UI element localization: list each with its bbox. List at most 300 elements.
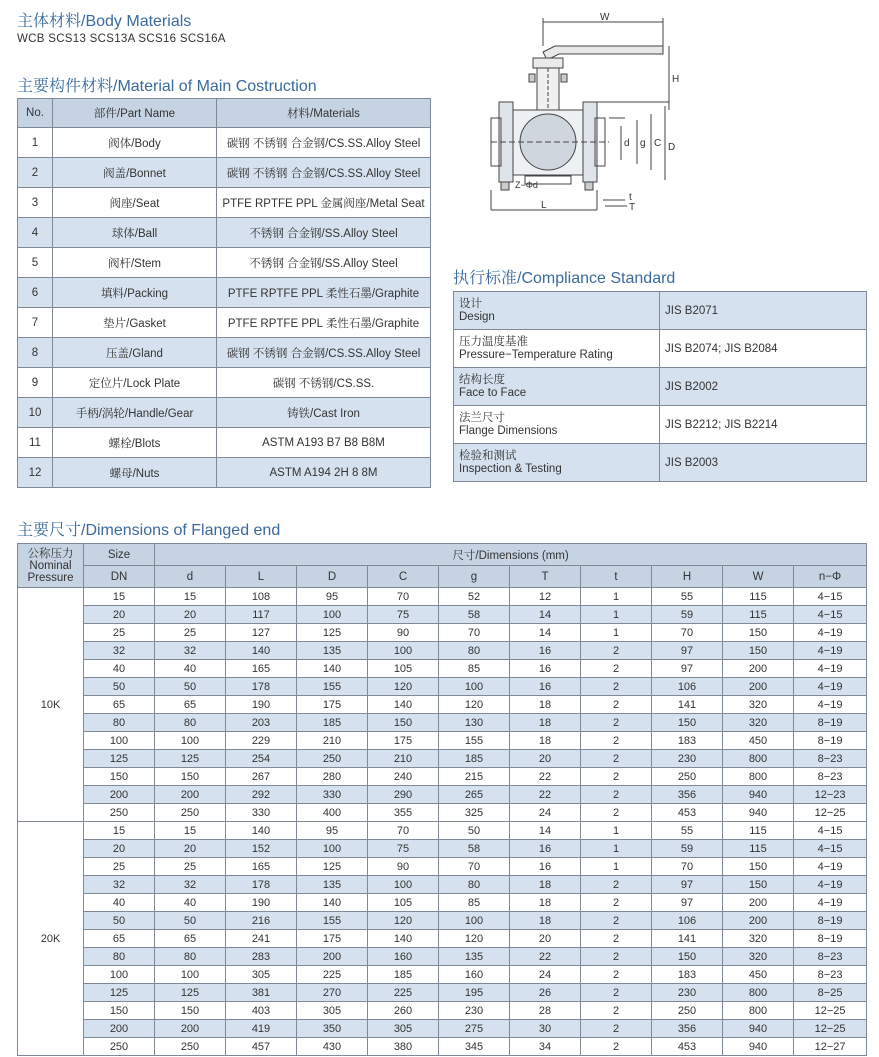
dims-cell: 2 [581, 660, 652, 678]
compliance-row [454, 406, 867, 444]
dims-cell: 97 [652, 642, 723, 660]
dims-cell: 85 [439, 660, 510, 678]
compliance-standard: JIS B2071 [660, 292, 867, 330]
dims-cell: 95 [297, 822, 368, 840]
compliance-item [454, 292, 660, 330]
dims-cell: 152 [226, 840, 297, 858]
dims-cell: 65 [155, 696, 226, 714]
dims-cell: 50 [84, 678, 155, 696]
dims-cell: 2 [581, 642, 652, 660]
dims-cell: 70 [368, 588, 439, 606]
dims-cell: 140 [226, 642, 297, 660]
dims-row [18, 678, 867, 696]
dims-cell: 160 [439, 966, 510, 984]
dims-column-header: n−Φ [794, 566, 867, 588]
dims-cell: 70 [439, 624, 510, 642]
dims-cell: 140 [368, 696, 439, 714]
dims-cell: 381 [226, 984, 297, 1002]
dims-cell: 141 [652, 930, 723, 948]
dims-cell: 4−19 [794, 642, 867, 660]
dims-cell: 380 [368, 1038, 439, 1056]
materials-cell: 12 [18, 458, 53, 488]
dims-cell: 4−15 [794, 840, 867, 858]
materials-cell: PTFE RPTFE PPL 金属阀座/Metal Seat [217, 188, 431, 218]
dims-cell: 18 [510, 732, 581, 750]
dims-cell: 20 [510, 930, 581, 948]
dims-row [18, 1038, 867, 1056]
dims-cell: 4−19 [794, 894, 867, 912]
dims-cell: 150 [84, 768, 155, 786]
dims-cell: 280 [297, 768, 368, 786]
dims-cell: 80 [84, 714, 155, 732]
compliance-row [454, 444, 867, 482]
dims-cell: 230 [652, 750, 723, 768]
dims-column-header: t [581, 566, 652, 588]
dims-cell: 20 [84, 606, 155, 624]
dims-cell: 150 [652, 948, 723, 966]
dims-cell: 330 [297, 786, 368, 804]
compliance-item [454, 330, 660, 368]
materials-row [18, 428, 431, 458]
dims-cell: 22 [510, 768, 581, 786]
dims-header: 尺寸/Dimensions (mm) [155, 544, 867, 566]
dims-cell: 155 [297, 912, 368, 930]
dims-cell: 4−19 [794, 858, 867, 876]
dims-cell: 18 [510, 876, 581, 894]
dims-cell: 8−19 [794, 732, 867, 750]
dims-cell: 16 [510, 840, 581, 858]
materials-cell: 8 [18, 338, 53, 368]
dims-row [18, 588, 867, 606]
drawing-label-diameter: D [668, 142, 676, 153]
materials-row [18, 458, 431, 488]
dims-cell: 250 [84, 1038, 155, 1056]
dims-cell: 200 [297, 948, 368, 966]
materials-cell: 2 [18, 158, 53, 188]
dims-cell: 940 [723, 804, 794, 822]
dims-cell: 305 [297, 1002, 368, 1020]
dims-cell: 24 [510, 966, 581, 984]
dims-cell: 16 [510, 660, 581, 678]
dims-row [18, 948, 867, 966]
dims-cell: 140 [297, 894, 368, 912]
dims-cell: 80 [84, 948, 155, 966]
dims-row [18, 768, 867, 786]
dims-cell: 135 [297, 642, 368, 660]
materials-cell: 碳钢 不锈钢 合金钢/CS.SS.Alloy Steel [217, 128, 431, 158]
dims-cell: 100 [368, 876, 439, 894]
dims-cell: 185 [297, 714, 368, 732]
materials-row [18, 218, 431, 248]
dims-cell: 58 [439, 606, 510, 624]
dims-cell: 70 [652, 858, 723, 876]
dims-cell: 100 [155, 732, 226, 750]
materials-table [17, 98, 431, 488]
materials-cell: PTFE RPTFE PPL 柔性石墨/Graphite [217, 278, 431, 308]
dims-cell: 165 [226, 660, 297, 678]
materials-header-1: 部件/Part Name [53, 99, 217, 128]
dims-cell: 200 [723, 894, 794, 912]
materials-cell: 6 [18, 278, 53, 308]
dims-cell: 106 [652, 912, 723, 930]
dims-cell: 50 [155, 912, 226, 930]
dims-cell: 8−23 [794, 750, 867, 768]
dims-cell: 150 [368, 714, 439, 732]
compliance-item-en: Flange Dimensions [459, 424, 558, 437]
dims-cell: 2 [581, 894, 652, 912]
drawing-label-h: H [672, 74, 680, 85]
pressure-header: 公称压力 Nominal Pressure [18, 544, 84, 588]
compliance-standard: JIS B2074; JIS B2084 [660, 330, 867, 368]
dims-cell: 200 [84, 1020, 155, 1038]
compliance-item [454, 368, 660, 406]
dims-row [18, 822, 867, 840]
dims-cell: 95 [297, 588, 368, 606]
dims-cell: 85 [439, 894, 510, 912]
dims-cell: 2 [581, 804, 652, 822]
main-materials-title: 主要构件材料/Material of Main Costruction [17, 78, 317, 95]
materials-cell: 碳钢 不锈钢 合金钢/CS.SS.Alloy Steel [217, 158, 431, 188]
dims-cell: 2 [581, 696, 652, 714]
materials-row [18, 398, 431, 428]
compliance-title: 执行标准/Compliance Standard [453, 270, 676, 287]
dims-cell: 4−15 [794, 606, 867, 624]
dims-cell: 305 [368, 1020, 439, 1038]
dims-cell: 12−25 [794, 1002, 867, 1020]
dims-row [18, 606, 867, 624]
drawing-label-t-small: t [629, 192, 632, 203]
dims-cell: 15 [84, 588, 155, 606]
dims-cell: 350 [297, 1020, 368, 1038]
dims-cell: 4−19 [794, 660, 867, 678]
dims-cell: 14 [510, 822, 581, 840]
dims-cell: 16 [510, 642, 581, 660]
dims-cell: 453 [652, 1038, 723, 1056]
dims-cell: 254 [226, 750, 297, 768]
dims-cell: 18 [510, 714, 581, 732]
materials-cell: 球体/Ball [53, 218, 217, 248]
dims-row [18, 966, 867, 984]
compliance-item-cn: 法兰尺寸 [459, 411, 505, 424]
dims-cell: 1 [581, 822, 652, 840]
dims-cell: 275 [439, 1020, 510, 1038]
dims-column-header: D [297, 566, 368, 588]
dims-row [18, 930, 867, 948]
dims-cell: 250 [652, 768, 723, 786]
dims-cell: 150 [723, 624, 794, 642]
dims-cell: 97 [652, 876, 723, 894]
compliance-item [454, 406, 660, 444]
dims-cell: 75 [368, 840, 439, 858]
dims-cell: 50 [439, 822, 510, 840]
dims-cell: 22 [510, 948, 581, 966]
dims-cell: 4−19 [794, 678, 867, 696]
compliance-table [453, 291, 867, 482]
dims-cell: 14 [510, 624, 581, 642]
compliance-item-cn: 压力温度基准 [459, 335, 528, 348]
dims-cell: 25 [84, 624, 155, 642]
dims-cell: 160 [368, 948, 439, 966]
dims-cell: 230 [439, 1002, 510, 1020]
materials-cell: ASTM A194 2H 8 8M [217, 458, 431, 488]
dims-cell: 59 [652, 840, 723, 858]
materials-cell: 压盖/Gland [53, 338, 217, 368]
materials-cell: 螺母/Nuts [53, 458, 217, 488]
drawing-label-d: d [624, 138, 630, 149]
dims-cell: 12−25 [794, 1020, 867, 1038]
dims-cell: 200 [84, 786, 155, 804]
compliance-item-cn: 结构长度 [459, 373, 505, 386]
dims-cell: 225 [368, 984, 439, 1002]
dims-cell: 356 [652, 786, 723, 804]
materials-cell: 不锈钢 合金钢/SS.Alloy Steel [217, 248, 431, 278]
dims-cell: 32 [84, 876, 155, 894]
dims-row [18, 1002, 867, 1020]
dims-cell: 210 [368, 750, 439, 768]
dims-cell: 100 [297, 840, 368, 858]
dims-cell: 250 [155, 804, 226, 822]
dims-cell: 155 [439, 732, 510, 750]
dims-cell: 16 [510, 678, 581, 696]
dims-cell: 185 [439, 750, 510, 768]
dims-cell: 125 [84, 984, 155, 1002]
dims-cell: 1 [581, 858, 652, 876]
drawing-label-t-large: T [629, 202, 636, 213]
dims-cell: 1 [581, 840, 652, 858]
dims-cell: 1 [581, 606, 652, 624]
pressure-class: 10K [18, 588, 84, 822]
materials-cell: 7 [18, 308, 53, 338]
dims-cell: 225 [297, 966, 368, 984]
dims-cell: 400 [297, 804, 368, 822]
dims-row [18, 984, 867, 1002]
compliance-item-cn: 检验和测试 [459, 449, 517, 462]
compliance-row [454, 368, 867, 406]
dims-cell: 40 [84, 894, 155, 912]
compliance-row [454, 292, 867, 330]
dims-cell: 8−19 [794, 912, 867, 930]
dims-cell: 265 [439, 786, 510, 804]
dims-cell: 70 [652, 624, 723, 642]
dims-row [18, 624, 867, 642]
dims-row [18, 858, 867, 876]
dims-cell: 150 [155, 768, 226, 786]
dims-cell: 20 [510, 750, 581, 768]
dims-row [18, 894, 867, 912]
dims-cell: 355 [368, 804, 439, 822]
dims-cell: 345 [439, 1038, 510, 1056]
dims-row [18, 804, 867, 822]
dims-cell: 403 [226, 1002, 297, 1020]
dims-cell: 8−23 [794, 768, 867, 786]
dims-cell: 178 [226, 678, 297, 696]
dims-cell: 120 [368, 912, 439, 930]
dims-cell: 457 [226, 1038, 297, 1056]
materials-cell: 碳钢 不锈钢 合金钢/CS.SS.Alloy Steel [217, 338, 431, 368]
dims-column-header: L [226, 566, 297, 588]
dims-cell: 940 [723, 1020, 794, 1038]
materials-cell: 铸铁/Cast Iron [217, 398, 431, 428]
dims-cell: 40 [155, 894, 226, 912]
dims-cell: 320 [723, 714, 794, 732]
dims-cell: 190 [226, 696, 297, 714]
materials-cell: 10 [18, 398, 53, 428]
materials-header-2: 材料/Materials [217, 99, 431, 128]
dims-cell: 130 [439, 714, 510, 732]
dims-cell: 229 [226, 732, 297, 750]
dims-cell: 4−15 [794, 588, 867, 606]
dims-cell: 230 [652, 984, 723, 1002]
dims-cell: 183 [652, 966, 723, 984]
dims-cell: 215 [439, 768, 510, 786]
dims-cell: 100 [368, 642, 439, 660]
dims-cell: 140 [368, 930, 439, 948]
dims-cell: 150 [652, 714, 723, 732]
materials-cell: 阀杆/Stem [53, 248, 217, 278]
dims-cell: 150 [723, 642, 794, 660]
dims-cell: 2 [581, 966, 652, 984]
dims-cell: 200 [723, 678, 794, 696]
dims-cell: 2 [581, 678, 652, 696]
dims-cell: 2 [581, 732, 652, 750]
dims-cell: 320 [723, 948, 794, 966]
dims-cell: 419 [226, 1020, 297, 1038]
dims-cell: 200 [723, 660, 794, 678]
dims-cell: 15 [155, 822, 226, 840]
materials-cell: 螺栓/Blots [53, 428, 217, 458]
dims-cell: 2 [581, 714, 652, 732]
drawing-label-c: C [654, 138, 662, 149]
compliance-item-en: Design [459, 310, 495, 323]
dims-column-header: C [368, 566, 439, 588]
dims-cell: 241 [226, 930, 297, 948]
dims-cell: 190 [226, 894, 297, 912]
dims-cell: 65 [84, 930, 155, 948]
dims-cell: 800 [723, 750, 794, 768]
dims-cell: 25 [155, 624, 226, 642]
dims-cell: 115 [723, 840, 794, 858]
dims-cell: 22 [510, 786, 581, 804]
dims-cell: 100 [439, 678, 510, 696]
drawing-label-l: L [541, 200, 547, 211]
dims-column-header: g [439, 566, 510, 588]
drawing-label-bolt-holes: Z−Φd [515, 180, 538, 190]
materials-cell: 阀盖/Bonnet [53, 158, 217, 188]
dims-cell: 18 [510, 912, 581, 930]
dims-cell: 2 [581, 768, 652, 786]
dims-cell: 32 [84, 642, 155, 660]
dims-cell: 34 [510, 1038, 581, 1056]
dims-cell: 80 [155, 714, 226, 732]
dims-cell: 320 [723, 930, 794, 948]
dims-cell: 100 [84, 966, 155, 984]
dims-cell: 18 [510, 894, 581, 912]
dims-cell: 4−19 [794, 624, 867, 642]
dims-cell: 75 [368, 606, 439, 624]
dims-cell: 430 [297, 1038, 368, 1056]
dims-cell: 108 [226, 588, 297, 606]
dims-cell: 250 [84, 804, 155, 822]
materials-row [18, 278, 431, 308]
dims-cell: 32 [155, 876, 226, 894]
dims-cell: 141 [652, 696, 723, 714]
dims-cell: 8−19 [794, 714, 867, 732]
dims-cell: 30 [510, 1020, 581, 1038]
dims-cell: 2 [581, 750, 652, 768]
dims-cell: 120 [368, 678, 439, 696]
dims-cell: 52 [439, 588, 510, 606]
dims-cell: 100 [155, 966, 226, 984]
dims-cell: 12−23 [794, 786, 867, 804]
dims-row [18, 786, 867, 804]
dims-cell: 50 [84, 912, 155, 930]
dims-cell: 105 [368, 660, 439, 678]
dims-cell: 65 [155, 930, 226, 948]
dims-cell: 450 [723, 966, 794, 984]
dims-cell: 15 [84, 822, 155, 840]
dims-cell: 305 [226, 966, 297, 984]
dims-cell: 70 [368, 822, 439, 840]
dims-cell: 4−19 [794, 876, 867, 894]
dims-cell: 200 [155, 786, 226, 804]
dims-cell: 450 [723, 732, 794, 750]
dims-cell: 55 [652, 822, 723, 840]
dims-cell: 70 [439, 858, 510, 876]
dims-cell: 175 [368, 732, 439, 750]
dims-cell: 115 [723, 822, 794, 840]
dims-cell: 2 [581, 1002, 652, 1020]
dims-cell: 325 [439, 804, 510, 822]
dims-cell: 55 [652, 588, 723, 606]
compliance-item [454, 444, 660, 482]
dims-cell: 135 [439, 948, 510, 966]
dims-cell: 240 [368, 768, 439, 786]
dims-row [18, 660, 867, 678]
materials-cell: PTFE RPTFE PPL 柔性石墨/Graphite [217, 308, 431, 338]
dims-row [18, 642, 867, 660]
dims-cell: 58 [439, 840, 510, 858]
compliance-item-en: Pressure−Temperature Rating [459, 348, 613, 361]
dims-cell: 24 [510, 804, 581, 822]
dims-cell: 32 [155, 642, 226, 660]
compliance-standard: JIS B2002 [660, 368, 867, 406]
dims-cell: 283 [226, 948, 297, 966]
dims-cell: 203 [226, 714, 297, 732]
dims-row [18, 840, 867, 858]
materials-row [18, 338, 431, 368]
dims-cell: 100 [84, 732, 155, 750]
dims-cell: 8−23 [794, 966, 867, 984]
dims-cell: 125 [297, 624, 368, 642]
dims-cell: 453 [652, 804, 723, 822]
dims-cell: 200 [723, 912, 794, 930]
dims-cell: 183 [652, 732, 723, 750]
dimensions-title: 主要尺寸/Dimensions of Flanged end [17, 522, 281, 539]
dims-cell: 25 [84, 858, 155, 876]
dims-cell: 28 [510, 1002, 581, 1020]
dims-cell: 135 [297, 876, 368, 894]
dims-cell: 2 [581, 930, 652, 948]
dims-cell: 150 [723, 858, 794, 876]
dims-cell: 125 [84, 750, 155, 768]
dims-cell: 150 [84, 1002, 155, 1020]
dims-column-header: DN [84, 566, 155, 588]
dims-cell: 20 [155, 606, 226, 624]
dims-cell: 105 [368, 894, 439, 912]
materials-cell: 不锈钢 合金钢/SS.Alloy Steel [217, 218, 431, 248]
compliance-standard: JIS B2003 [660, 444, 867, 482]
dims-cell: 18 [510, 696, 581, 714]
